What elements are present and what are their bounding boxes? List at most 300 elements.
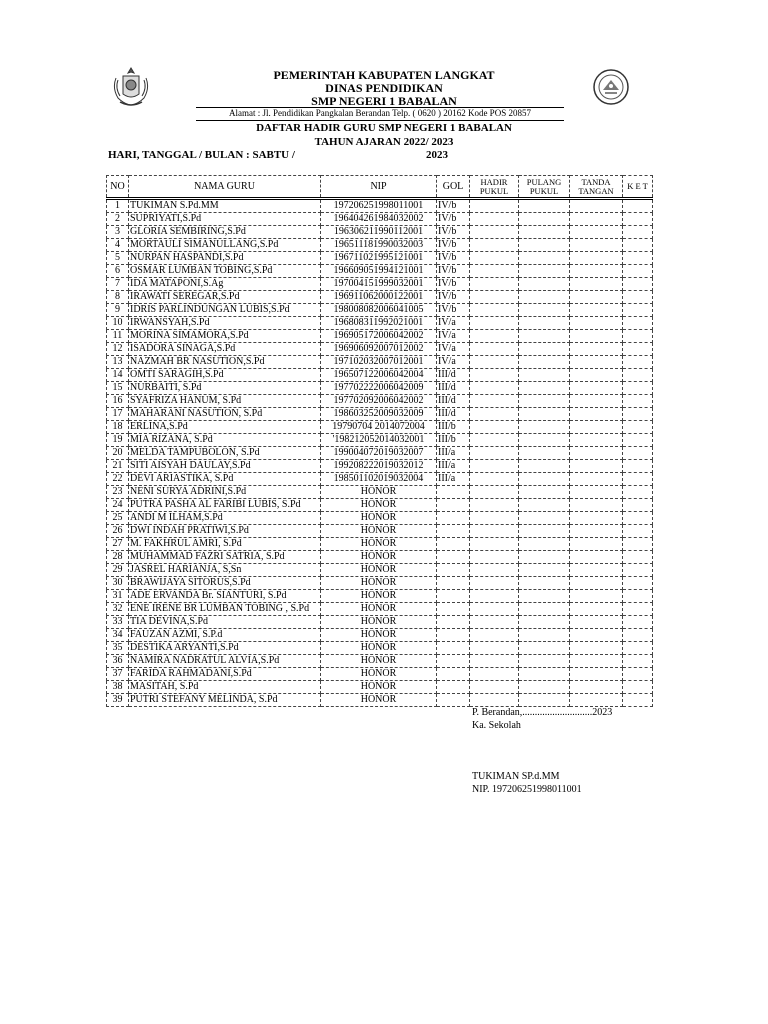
table-row [107,278,653,291]
row-gol: III/a [437,460,470,473]
row-gol [437,655,470,668]
row-no: 19 [107,434,129,447]
row-pulang-pukul [519,668,570,681]
header-name: NAMA GURU [129,176,321,199]
row-nip: HONOR [321,642,437,655]
row-gol: III/d [437,382,470,395]
row-nip: 196404261984032002 [321,213,437,226]
row-name: SYAFRIZA HANUM, S.Pd [129,395,321,408]
row-no: 26 [107,525,129,538]
row-ket [623,538,653,551]
row-ket [623,655,653,668]
table-row [107,499,653,512]
row-pulang-pukul [519,382,570,395]
row-nip: HONOR [321,655,437,668]
row-tanda-tangan [570,616,623,629]
row-nip: HONOR [321,681,437,694]
row-hadir-pukul [470,213,519,226]
row-pulang-pukul [519,330,570,343]
row-hadir-pukul [470,642,519,655]
day-date-label: HARI, TANGGAL / BULAN : SABTU / [108,149,295,161]
row-gol: IV/b [437,304,470,317]
signature-role: Ka. Sekolah [472,720,521,731]
header-hadir-line1: HADIR [480,176,508,187]
row-ket [623,512,653,525]
row-hadir-pukul [470,278,519,291]
table-row [107,577,653,590]
table-row [107,668,653,681]
row-no: 18 [107,421,129,434]
row-ket [623,577,653,590]
row-no: 5 [107,252,129,265]
row-ket [623,343,653,356]
row-name: NENI SURYA ADRINI,S.Pd [129,486,321,499]
row-name: NURPAN HASPANDI,S.Pd [129,252,321,265]
row-nip: HONOR [321,564,437,577]
table-row [107,343,653,356]
row-ket [623,447,653,460]
row-ket [623,629,653,642]
row-tanda-tangan [570,382,623,395]
row-nip: 196507122006042004 [321,369,437,382]
row-hadir-pukul [470,681,519,694]
row-nip: 196906092007012002 [321,343,437,356]
row-tanda-tangan [570,525,623,538]
row-gol [437,564,470,577]
row-tanda-tangan [570,681,623,694]
row-hadir-pukul [470,395,519,408]
header-no: NO [107,176,129,199]
header-address: Alamat : Jl. Pendidikan Pangkalan Berandan Telp. ( 0620 ) 20162 Kode POS 20857 [229,108,531,118]
row-no: 9 [107,304,129,317]
row-ket [623,551,653,564]
row-name: JASREL HARIANJA, S,Sn [129,564,321,577]
row-hadir-pukul [470,564,519,577]
row-pulang-pukul [519,369,570,382]
row-name: ERLINA,S.Pd [129,421,321,434]
table-row [107,447,653,460]
row-ket [623,408,653,421]
row-ket [623,330,653,343]
header-tanda-tangan [570,176,623,199]
row-gol: IV/b [437,252,470,265]
row-nip: 199208222019032012 [321,460,437,473]
row-pulang-pukul [519,226,570,239]
academic-year: TAHUN AJARAN 2022/ 2023 [314,136,454,148]
row-no: 27 [107,538,129,551]
row-no: 17 [107,408,129,421]
row-tanda-tangan [570,369,623,382]
row-ket [623,317,653,330]
row-tanda-tangan [570,252,623,265]
row-hadir-pukul [470,304,519,317]
row-name: TUKIMAN S.Pd.MM [129,199,321,213]
header-tanda-line1: TANDA [581,176,611,187]
row-pulang-pukul [519,616,570,629]
table-row [107,369,653,382]
row-tanda-tangan [570,694,623,707]
row-hadir-pukul [470,694,519,707]
row-pulang-pukul [519,486,570,499]
row-name: IRWANSYAH,S.Pd [129,317,321,330]
row-pulang-pukul [519,473,570,486]
table-row [107,629,653,642]
table-row [107,421,653,434]
row-name: IRAWATI SEREGAR,S.Pd [129,291,321,304]
table-row [107,655,653,668]
row-ket [623,356,653,369]
row-pulang-pukul [519,655,570,668]
row-gol [437,538,470,551]
row-name: PUTRA PASHA AL FARIBI LUBIS, S.Pd [129,499,321,512]
row-hadir-pukul [470,499,519,512]
row-nip: 196911062000122001 [321,291,437,304]
row-no: 13 [107,356,129,369]
row-no: 1 [107,199,129,213]
row-tanda-tangan [570,291,623,304]
row-tanda-tangan [570,199,623,213]
row-hadir-pukul [470,421,519,434]
row-nip: HONOR [321,603,437,616]
row-gol: IV/b [437,265,470,278]
row-name: NAMIRA NADRATUL ALVIA,S.Pd [129,655,321,668]
row-gol: III/a [437,447,470,460]
table-row [107,317,653,330]
table-row [107,512,653,525]
row-name: ENE IRENE BR LUMBAN TOBING , S.Pd [129,603,321,616]
row-gol: III/b [437,434,470,447]
row-hadir-pukul [470,199,519,213]
row-ket [623,421,653,434]
row-ket [623,278,653,291]
row-tanda-tangan [570,330,623,343]
table-row [107,538,653,551]
table-row [107,291,653,304]
row-gol: IV/a [437,356,470,369]
row-tanda-tangan [570,408,623,421]
row-no: 10 [107,317,129,330]
row-gol: IV/a [437,330,470,343]
row-hadir-pukul [470,486,519,499]
row-gol [437,668,470,681]
row-ket [623,681,653,694]
table-row [107,226,653,239]
row-tanda-tangan [570,304,623,317]
row-gol [437,551,470,564]
row-pulang-pukul [519,499,570,512]
header-hadir [470,176,519,199]
row-hadir-pukul [470,629,519,642]
row-hadir-pukul [470,226,519,239]
row-tanda-tangan [570,512,623,525]
row-pulang-pukul [519,395,570,408]
row-ket [623,369,653,382]
row-tanda-tangan [570,499,623,512]
row-no: 7 [107,278,129,291]
row-no: 20 [107,447,129,460]
row-tanda-tangan [570,629,623,642]
row-pulang-pukul [519,239,570,252]
row-pulang-pukul [519,199,570,213]
row-name: OSMAR LUMBAN TOBING,S.Pd [129,265,321,278]
row-gol: IV/a [437,317,470,330]
row-name: MUHAMMAD FAZRI SATRIA, S.Pd [129,551,321,564]
row-gol: IV/b [437,291,470,304]
header-department: DINAS PENDIDIKAN [325,81,443,95]
row-gol [437,512,470,525]
row-no: 39 [107,694,129,707]
row-nip: HONOR [321,538,437,551]
row-hadir-pukul [470,447,519,460]
table-row [107,434,653,447]
header-pulang-line2: PUKUL [529,185,559,196]
row-no: 23 [107,486,129,499]
row-hadir-pukul [470,408,519,421]
row-name: SUPRIYATI,S.Pd [129,213,321,226]
row-pulang-pukul [519,590,570,603]
row-name: FAUZAN AZMI, S.P.d [129,629,321,642]
row-name: FARIDA RAHMADANI,S.Pd [129,668,321,681]
row-nip: 196306211990112001 [321,226,437,239]
row-tanda-tangan [570,551,623,564]
row-nip: 196711021995121001 [321,252,437,265]
day-date-year: 2023 [426,149,448,161]
row-nip: HONOR [321,512,437,525]
row-no: 2 [107,213,129,226]
row-tanda-tangan [570,590,623,603]
row-no: 8 [107,291,129,304]
table-row [107,304,653,317]
row-no: 22 [107,473,129,486]
header-divider-bottom [196,120,564,121]
row-no: 31 [107,590,129,603]
row-nip: HONOR [321,668,437,681]
row-pulang-pukul [519,694,570,707]
row-tanda-tangan [570,421,623,434]
signature-name: TUKIMAN SP.d.MM [472,771,560,782]
row-name: ANDI M ILHAM,S.Pd [129,512,321,525]
row-name: MAHARANI NASUTION, S.Pd [129,408,321,421]
row-name: GLORIA SEMBIRING,S.Pd [129,226,321,239]
row-hadir-pukul [470,460,519,473]
row-gol [437,577,470,590]
row-gol [437,486,470,499]
row-gol [437,694,470,707]
row-no: 25 [107,512,129,525]
row-nip: 196905172006042002 [321,330,437,343]
row-gol [437,590,470,603]
row-ket [623,434,653,447]
table-row [107,486,653,499]
row-ket [623,499,653,512]
row-gol [437,642,470,655]
row-name: DEVI ARIASTIKA, S.Pd [129,473,321,486]
row-nip: HONOR [321,590,437,603]
row-gol [437,603,470,616]
row-pulang-pukul [519,681,570,694]
row-pulang-pukul [519,265,570,278]
row-hadir-pukul [470,512,519,525]
row-pulang-pukul [519,642,570,655]
row-pulang-pukul [519,317,570,330]
row-nip: 197004151999032001 [321,278,437,291]
table-row [107,590,653,603]
header-ket: K E T [623,176,653,199]
row-hadir-pukul [470,590,519,603]
row-pulang-pukul [519,278,570,291]
table-row [107,382,653,395]
row-name: NAZMAH BR NASUTION,S.Pd [129,356,321,369]
row-ket [623,486,653,499]
header-nip: NIP [321,176,437,199]
row-hadir-pukul [470,369,519,382]
row-pulang-pukul [519,421,570,434]
row-tanda-tangan [570,460,623,473]
row-pulang-pukul [519,252,570,265]
row-ket [623,304,653,317]
row-tanda-tangan [570,655,623,668]
row-pulang-pukul [519,577,570,590]
row-hadir-pukul [470,434,519,447]
row-pulang-pukul [519,538,570,551]
row-pulang-pukul [519,408,570,421]
row-nip: HONOR [321,525,437,538]
row-name: NURBAITI, S.Pd [129,382,321,395]
row-name: PUTRI STEFANY MELINDA, S.Pd [129,694,321,707]
signature-nip: NIP. 197206251998011001 [472,784,582,795]
row-hadir-pukul [470,239,519,252]
row-no: 11 [107,330,129,343]
row-name: OMTI SARAGIH,S.Pd [129,369,321,382]
row-nip: 197702222006042009 [321,382,437,395]
row-tanda-tangan [570,564,623,577]
row-tanda-tangan [570,538,623,551]
row-pulang-pukul [519,213,570,226]
document-title: DAFTAR HADIR GURU SMP NEGERI 1 BABALAN [256,122,512,134]
row-tanda-tangan [570,317,623,330]
header-hadir-line2: PUKUL [479,185,509,196]
row-pulang-pukul [519,525,570,538]
table-row [107,239,653,252]
table-row [107,473,653,486]
row-hadir-pukul [470,382,519,395]
row-hadir-pukul [470,291,519,304]
row-ket [623,291,653,304]
row-pulang-pukul [519,629,570,642]
row-name: ADE ERVANDA Br. SIANTURI, S.Pd [129,590,321,603]
table-row [107,681,653,694]
row-ket [623,395,653,408]
row-no: 29 [107,564,129,577]
row-tanda-tangan [570,473,623,486]
row-hadir-pukul [470,265,519,278]
row-tanda-tangan [570,356,623,369]
row-tanda-tangan [570,226,623,239]
row-nip: 198603252009032009 [321,408,437,421]
row-gol: III/b [437,421,470,434]
row-no: 32 [107,603,129,616]
row-pulang-pukul [519,291,570,304]
table-row [107,356,653,369]
row-no: 15 [107,382,129,395]
row-nip: 196808311992021001 [321,317,437,330]
row-name: DESTIKA ARYANTI,S.Pd [129,642,321,655]
row-nip: 19790704 2014072004 [321,421,437,434]
row-hadir-pukul [470,343,519,356]
row-ket [623,226,653,239]
row-no: 30 [107,577,129,590]
row-gol: IV/b [437,199,470,213]
table-row [107,616,653,629]
attendance-table [106,175,653,707]
row-hadir-pukul [470,668,519,681]
row-nip: HONOR [321,551,437,564]
row-nip: HONOR [321,629,437,642]
row-nip: HONOR [321,486,437,499]
header-government: PEMERINTAH KABUPATEN LANGKAT [273,68,495,82]
row-pulang-pukul [519,356,570,369]
row-pulang-pukul [519,551,570,564]
row-no: 21 [107,460,129,473]
row-gol: III/d [437,369,470,382]
row-name: M. FAKHRUL AMRI, S.Pd [129,538,321,551]
table-row [107,213,653,226]
table-row [107,694,653,707]
header-school: SMP NEGERI 1 BABALAN [311,94,457,108]
row-no: 35 [107,642,129,655]
row-gol [437,499,470,512]
row-hadir-pukul [470,551,519,564]
row-ket [623,525,653,538]
row-name: ISADORA SINAGA,S.Pd [129,343,321,356]
table-row [107,460,653,473]
row-no: 16 [107,395,129,408]
row-ket [623,460,653,473]
row-gol: III/a [437,473,470,486]
row-ket [623,239,653,252]
row-no: 12 [107,343,129,356]
row-ket [623,473,653,486]
row-hadir-pukul [470,538,519,551]
table-row [107,395,653,408]
table-row [107,642,653,655]
row-gol: IV/a [437,343,470,356]
table-row [107,603,653,616]
row-ket [623,199,653,213]
row-nip: 199004072019032007 [321,447,437,460]
row-name: IDRIS PARLINDUNGAN LUBIS,S.Pd [129,304,321,317]
row-hadir-pukul [470,577,519,590]
row-tanda-tangan [570,395,623,408]
row-nip: HONOR [321,577,437,590]
row-nip: 198008082006041005 [321,304,437,317]
row-no: 37 [107,668,129,681]
row-no: 34 [107,629,129,642]
row-tanda-tangan [570,213,623,226]
header-gol: GOL [437,176,470,199]
row-pulang-pukul [519,512,570,525]
attendance-rows [107,199,653,707]
row-nip: 197702092006042002 [321,395,437,408]
row-pulang-pukul [519,304,570,317]
table-row [107,525,653,538]
row-ket [623,382,653,395]
row-no: 38 [107,681,129,694]
row-no: 3 [107,226,129,239]
row-gol: IV/b [437,278,470,291]
table-row [107,408,653,421]
row-nip: HONOR [321,694,437,707]
